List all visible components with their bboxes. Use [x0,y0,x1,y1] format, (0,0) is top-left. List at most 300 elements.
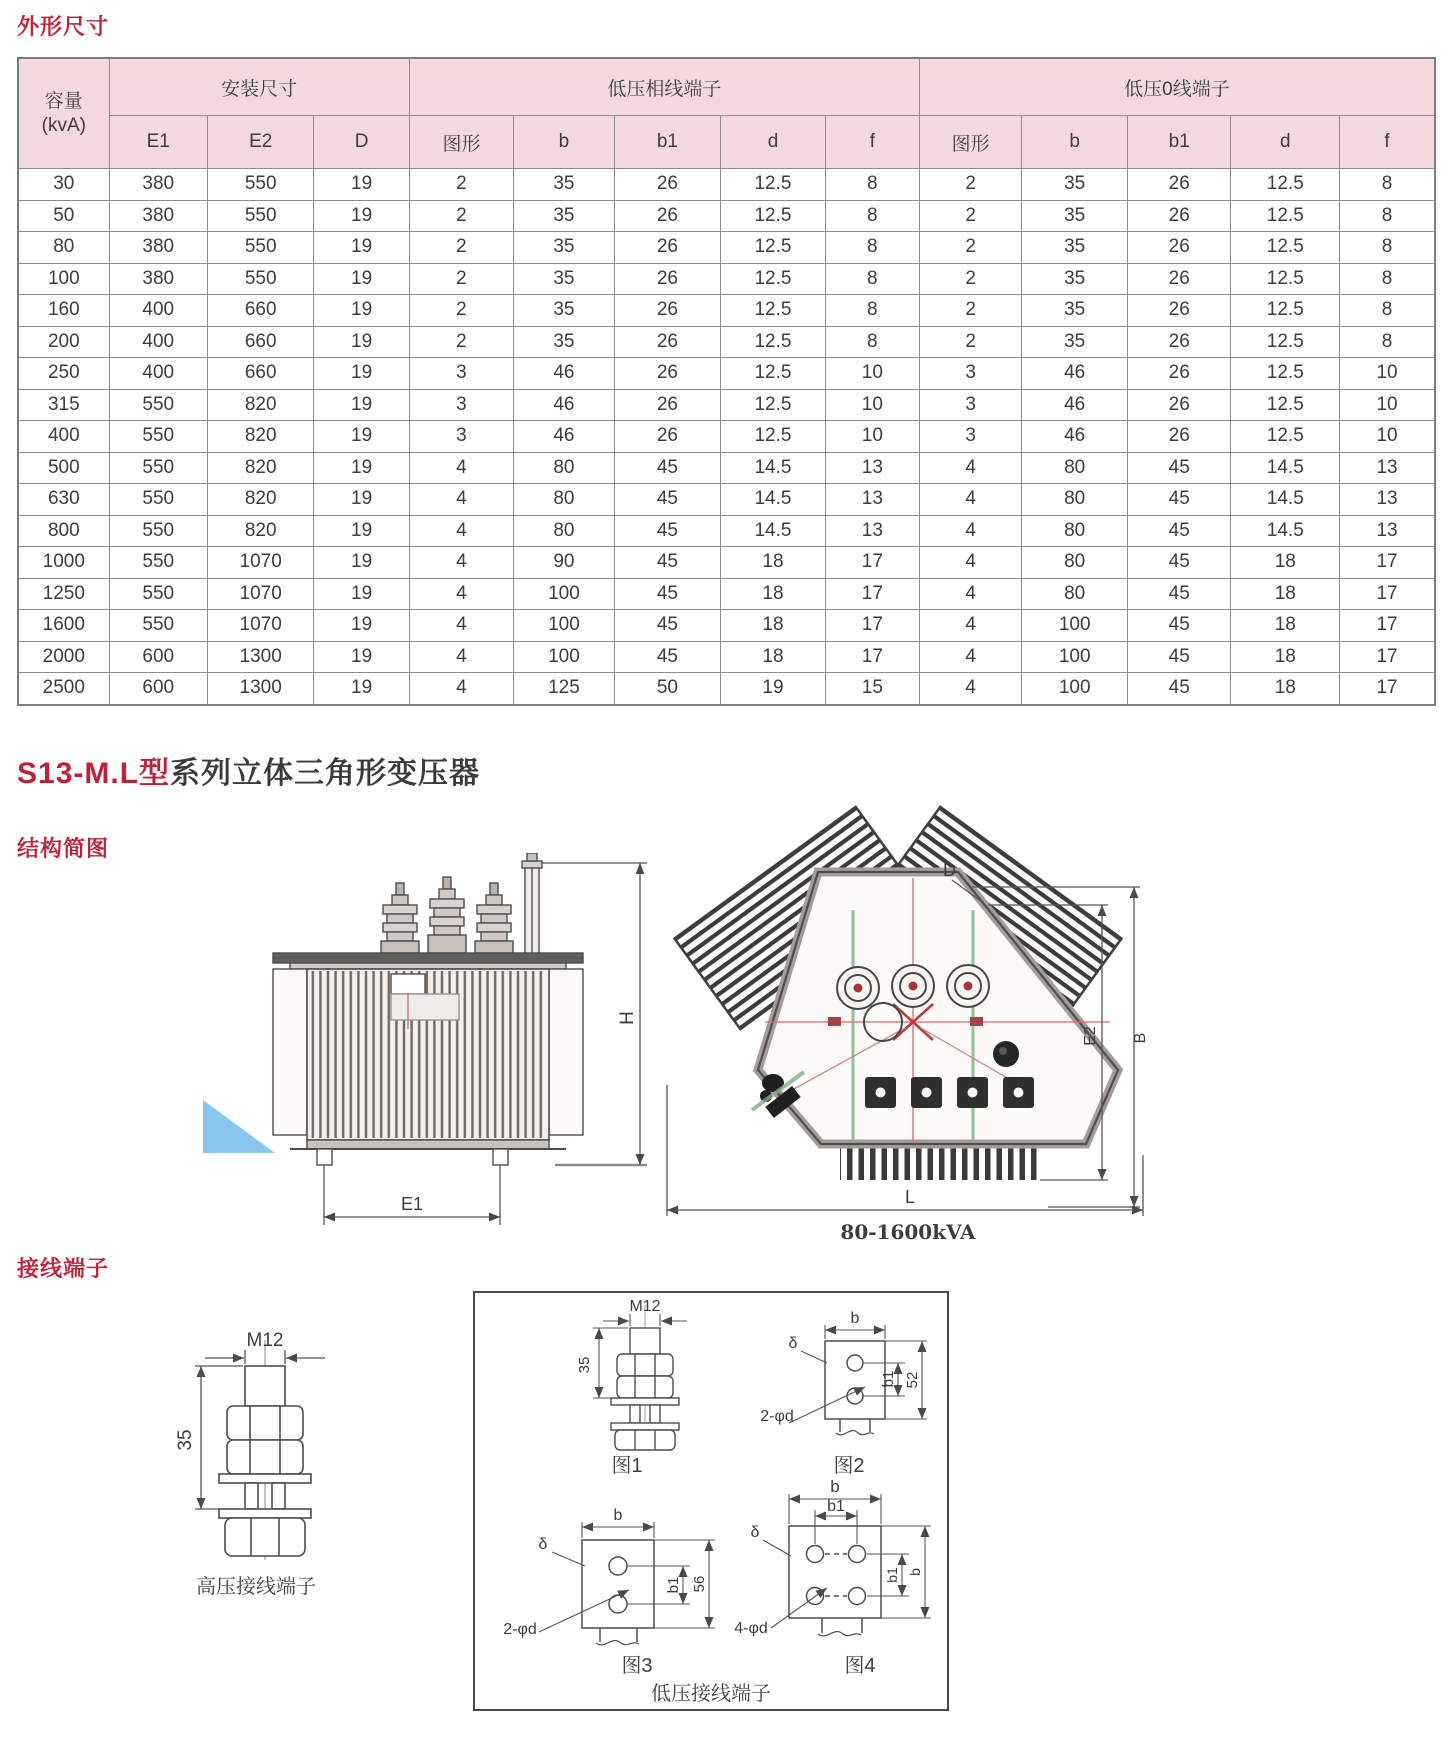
header-capacity: 容量 (kvA) [18,58,109,169]
dim-cell: 19 [314,484,409,516]
dim-cell: 2 [409,169,514,201]
fig4-b-right-label: b [907,1568,923,1576]
fig1-bolt-drawing [575,1299,715,1451]
dim-cell: 14.5 [1231,484,1340,516]
dim-cell: 380 [109,263,207,295]
section-title-outline-dimensions: 外形尺寸 [17,14,110,39]
dim-cell: 8 [825,200,919,232]
dim-cell: 2 [919,200,1021,232]
series-heading [17,748,480,792]
dim-cell: 8 [825,232,919,264]
dim-cell: 8 [825,326,919,358]
dim-cell: 1300 [207,673,314,705]
dim-cell: 12.5 [1231,169,1340,201]
dim-cell: 17 [1340,673,1435,705]
dim-cell: 12.5 [721,295,826,327]
dim-cell: 26 [614,169,721,201]
dim-cell: 19 [314,295,409,327]
l-dim-label: L [904,1187,916,1207]
dim-cell: 14.5 [1231,515,1340,547]
dim-cell: 660 [207,358,314,390]
dim-cell: 2 [409,263,514,295]
dim-cell: 35 [1022,295,1128,327]
dim-cell: 45 [614,578,721,610]
dim-cell: 50 [614,673,721,705]
dim-cell: 26 [614,326,721,358]
dim-cell: 12.5 [721,200,826,232]
fig2-b-label: b [850,1311,860,1327]
dim-cell: 660 [207,326,314,358]
dim-cell: 45 [1127,610,1231,642]
dim-cell: 10 [825,421,919,453]
dim-cell: 2 [409,200,514,232]
dim-cell: 45 [1127,452,1231,484]
dim-cell: 4 [919,515,1021,547]
dim-cell: 8 [825,263,919,295]
dim-cell: 820 [207,389,314,421]
table-row [18,610,1435,642]
dim-cell: 35 [514,326,614,358]
fig2-caption: 图2 [833,1455,865,1477]
capacity-cell: 2000 [18,641,109,673]
dim-cell: 35 [514,232,614,264]
dim-cell: 12.5 [1231,200,1340,232]
header-neutral-b1: b1 [1127,116,1231,169]
e1-dim-label: E1 [400,1194,424,1214]
dim-cell: 19 [314,421,409,453]
dim-cell: 45 [1127,547,1231,579]
dim-cell: 45 [1127,578,1231,610]
dim-cell: 550 [109,484,207,516]
dim-cell: 80 [1022,547,1128,579]
dim-cell: 17 [1340,610,1435,642]
header-group-install: 安装尺寸 [109,58,409,116]
header-group-lv-phase: 低压相线端子 [409,58,919,116]
dim-cell: 550 [207,200,314,232]
dim-cell: 12.5 [1231,263,1340,295]
fig2-52-label: 52 [904,1371,921,1389]
dim-cell: 8 [1340,263,1435,295]
table-row [18,547,1435,579]
dim-cell: 550 [109,515,207,547]
dim-cell: 3 [409,389,514,421]
fig3-b1-label: b1 [665,1576,682,1594]
nameplate [391,974,425,994]
dim-cell: 8 [1340,295,1435,327]
dim-cell: 18 [1231,578,1340,610]
table-row [18,452,1435,484]
dim-cell: 820 [207,484,314,516]
table-row [18,389,1435,421]
series-heading-model: S13-M.L型 [17,757,171,790]
header-e2: E2 [207,116,314,169]
h-dim-label: H [617,1011,638,1025]
dim-cell: 26 [614,200,721,232]
fig3-b-label: b [613,1508,623,1524]
fig3-2phid-label: 2-φd [503,1621,537,1638]
dim-cell: 4 [919,452,1021,484]
stud-length-label: 35 [175,1429,196,1451]
dim-cell: 35 [1022,200,1128,232]
dim-cell: 45 [614,641,721,673]
dim-cell: 80 [514,484,614,516]
dim-cell: 18 [721,547,826,579]
dim-cell: 26 [1127,389,1231,421]
dim-cell: 10 [825,358,919,390]
dim-cell: 380 [109,232,207,264]
foot [493,1149,508,1165]
dim-cell: 1070 [207,610,314,642]
fig1-m12-label: M12 [629,1299,661,1315]
dim-cell: 17 [1340,578,1435,610]
dim-cell: 35 [514,295,614,327]
header-phase-f: f [825,116,919,169]
dim-cell: 19 [314,169,409,201]
header-neutral-f: f [1340,116,1435,169]
dim-cell: 45 [1127,673,1231,705]
table-row [18,641,1435,673]
dim-cell: 4 [409,515,514,547]
lv-terminal-box [473,1291,949,1711]
dim-cell: 4 [409,578,514,610]
fig1-35-label: 35 [576,1356,593,1374]
dim-cell: 10 [1340,358,1435,390]
dim-cell: 100 [514,610,614,642]
dim-cell: 46 [514,421,614,453]
dim-cell: 26 [614,389,721,421]
e2-dim-label: E2 [1082,1026,1099,1046]
dim-cell: 380 [109,169,207,201]
dim-cell: 17 [1340,641,1435,673]
dim-cell: 46 [1022,358,1128,390]
dim-cell: 46 [514,358,614,390]
dim-cell: 400 [109,358,207,390]
dim-cell: 12.5 [1231,389,1340,421]
dim-cell: 17 [825,578,919,610]
dim-cell: 15 [825,673,919,705]
bushing-icon [428,877,466,953]
dim-cell: 19 [314,263,409,295]
dim-cell: 19 [314,200,409,232]
dim-cell: 4 [919,673,1021,705]
table-body [18,169,1435,705]
dim-cell: 26 [614,421,721,453]
dim-cell: 14.5 [721,484,826,516]
dim-cell: 100 [514,641,614,673]
dim-cell: 19 [314,673,409,705]
capacity-cell: 1600 [18,610,109,642]
dim-cell: 19 [314,515,409,547]
dim-cell: 19 [314,232,409,264]
dim-cell: 17 [1340,547,1435,579]
dim-cell: 13 [1340,452,1435,484]
dim-cell: 820 [207,515,314,547]
fig2-plate-drawing [755,1311,940,1447]
table-row [18,200,1435,232]
dim-cell: 100 [1022,610,1128,642]
fig2-delta-label: δ [788,1335,798,1352]
header-phase-b1: b1 [614,116,721,169]
bushing-icon [475,883,513,953]
capacity-cell: 50 [18,200,109,232]
lv-terminal-caption: 低压接线端子 [651,1683,771,1705]
section-title-structure: 结构简图 [17,836,110,861]
header-phase-d: d [721,116,826,169]
dim-cell: 46 [1022,421,1128,453]
fig3-plate-drawing [487,1508,737,1653]
header-phase-b: b [514,116,614,169]
dim-cell: 820 [207,421,314,453]
dim-cell: 380 [109,200,207,232]
dim-cell: 600 [109,641,207,673]
dim-cell: 2 [409,295,514,327]
dim-cell: 26 [1127,326,1231,358]
dim-cell: 14.5 [721,515,826,547]
header-neutral-d: d [1231,116,1340,169]
dim-cell: 26 [614,295,721,327]
capacity-cell: 30 [18,169,109,201]
dim-cell: 18 [721,641,826,673]
dim-cell: 550 [109,421,207,453]
dim-cell: 1070 [207,547,314,579]
capacity-cell: 315 [18,389,109,421]
dim-cell: 26 [614,358,721,390]
capacity-cell: 250 [18,358,109,390]
header-group-lv-neutral: 低压0线端子 [919,58,1435,116]
dim-cell: 12.5 [721,358,826,390]
dim-cell: 19 [314,610,409,642]
dim-cell: 2 [919,263,1021,295]
dim-cell: 10 [1340,421,1435,453]
fig4-plate-drawing [727,1478,942,1653]
dim-cell: 17 [825,610,919,642]
fig4-b-label: b [830,1478,840,1496]
dim-cell: 19 [721,673,826,705]
capacity-cell: 500 [18,452,109,484]
fig3-56-label: 56 [691,1575,708,1593]
dim-cell: 4 [919,547,1021,579]
dim-cell: 12.5 [721,421,826,453]
dim-cell: 13 [825,484,919,516]
dim-cell: 45 [614,515,721,547]
dim-cell: 4 [919,641,1021,673]
transformer-top-view-drawing [640,760,1155,1245]
table-row [18,263,1435,295]
dim-cell: 820 [207,452,314,484]
capacity-cell: 200 [18,326,109,358]
oil-plug [993,1041,1019,1067]
bottom-fins [840,1144,1042,1180]
dim-cell: 18 [721,578,826,610]
dim-cell: 550 [109,610,207,642]
dim-cell: 45 [614,452,721,484]
dim-cell: 26 [1127,358,1231,390]
dim-cell: 8 [1340,326,1435,358]
dim-cell: 3 [409,358,514,390]
fig2-2phid-label: 2-φd [760,1408,794,1425]
header-d: D [314,116,409,169]
dim-cell: 35 [514,263,614,295]
dim-cell: 2 [409,326,514,358]
dim-cell: 45 [614,484,721,516]
dim-cell: 550 [109,389,207,421]
m12-label: M12 [246,1332,284,1351]
dim-cell: 8 [1340,169,1435,201]
fig2-b1-label: b1 [880,1370,897,1388]
section-title-terminals: 接线端子 [17,1256,110,1281]
table-row [18,515,1435,547]
dim-cell: 100 [1022,673,1128,705]
dim-cell: 80 [1022,515,1128,547]
dim-cell: 18 [1231,610,1340,642]
dim-cell: 400 [109,295,207,327]
dim-cell: 35 [514,169,614,201]
dim-cell: 550 [207,232,314,264]
dim-cell: 45 [614,547,721,579]
fig4-caption: 图4 [844,1655,876,1677]
capacity-cell: 2500 [18,673,109,705]
dim-cell: 26 [1127,232,1231,264]
dim-cell: 10 [1340,389,1435,421]
foot [317,1149,332,1165]
dim-cell: 45 [1127,641,1231,673]
table-header [18,58,1435,169]
dim-cell: 100 [514,578,614,610]
dim-cell: 46 [1022,389,1128,421]
dim-cell: 12.5 [1231,421,1340,453]
dim-cell: 19 [314,389,409,421]
dim-cell: 80 [1022,452,1128,484]
hv-terminal-drawing [145,1332,385,1562]
dim-cell: 125 [514,673,614,705]
dim-cell: 4 [919,610,1021,642]
dim-cell: 4 [409,673,514,705]
dim-cell: 13 [825,515,919,547]
dim-cell: 35 [514,200,614,232]
dim-cell: 4 [409,641,514,673]
dim-cell: 100 [1022,641,1128,673]
table-row [18,326,1435,358]
d-dim-label: D [943,860,956,880]
dim-cell: 8 [825,295,919,327]
fig3-delta-label: δ [538,1536,548,1553]
capacity-cell: 100 [18,263,109,295]
dim-cell: 45 [614,610,721,642]
dim-cell: 4 [409,547,514,579]
dim-cell: 19 [314,578,409,610]
fig4-delta-label: δ [750,1524,760,1541]
fig4-4phid-label: 4-φd [734,1620,768,1637]
dim-cell: 8 [825,169,919,201]
dim-cell: 18 [1231,547,1340,579]
fig4-b1-top-label: b1 [827,1498,845,1515]
dim-cell: 90 [514,547,614,579]
dim-cell: 18 [721,610,826,642]
dim-cell: 4 [409,452,514,484]
dim-cell: 80 [514,515,614,547]
capacity-cell: 80 [18,232,109,264]
header-e1: E1 [109,116,207,169]
dim-cell: 550 [109,452,207,484]
dim-cell: 14.5 [1231,452,1340,484]
dim-cell: 3 [919,358,1021,390]
dim-cell: 2 [919,169,1021,201]
dim-cell: 35 [1022,326,1128,358]
dim-cell: 35 [1022,232,1128,264]
dim-cell: 13 [1340,515,1435,547]
fig3-caption: 图3 [621,1655,653,1677]
dim-cell: 17 [825,641,919,673]
dim-cell: 80 [1022,578,1128,610]
dim-cell: 19 [314,326,409,358]
dim-cell: 26 [614,232,721,264]
fig4-b1-right-label: b1 [884,1567,900,1583]
dim-cell: 18 [1231,673,1340,705]
tank-lid [273,953,583,963]
dim-cell: 12.5 [1231,326,1340,358]
dim-cell: 10 [825,389,919,421]
dim-cell: 18 [1231,641,1340,673]
dim-cell: 13 [825,452,919,484]
capacity-cell: 630 [18,484,109,516]
dim-cell: 1300 [207,641,314,673]
dim-cell: 35 [1022,263,1128,295]
dim-cell: 26 [1127,421,1231,453]
dim-cell: 12.5 [721,263,826,295]
hv-terminal-caption: 高压接线端子 [196,1576,316,1598]
dim-cell: 2 [919,295,1021,327]
dim-cell: 8 [1340,232,1435,264]
capacity-cell: 160 [18,295,109,327]
dim-cell: 80 [1022,484,1128,516]
dim-cell: 3 [919,389,1021,421]
dim-cell: 400 [109,326,207,358]
header-phase-figure: 图形 [409,116,514,169]
dim-cell: 550 [109,578,207,610]
dim-cell: 12.5 [1231,232,1340,264]
dim-cell: 12.5 [721,326,826,358]
dim-cell: 46 [514,389,614,421]
table-row [18,295,1435,327]
b-dim-label: B [1132,1032,1149,1044]
dim-cell: 12.5 [721,169,826,201]
dim-cell: 600 [109,673,207,705]
dim-cell: 2 [409,232,514,264]
dim-cell: 19 [314,641,409,673]
dim-cell: 26 [1127,263,1231,295]
dim-cell: 550 [109,547,207,579]
dim-cell: 35 [1022,169,1128,201]
table-row [18,578,1435,610]
table-row [18,484,1435,516]
capacity-cell: 800 [18,515,109,547]
transformer-front-view-drawing [195,853,665,1240]
blue-triangle-watermark [203,1100,275,1153]
dim-cell: 4 [409,610,514,642]
dim-cell: 1070 [207,578,314,610]
capacity-cell: 1000 [18,547,109,579]
bushing-icon [381,883,419,953]
dim-cell: 26 [1127,200,1231,232]
dim-cell: 550 [207,263,314,295]
kva-range-label: 80-1600kVA [840,1220,976,1244]
dim-cell: 12.5 [1231,295,1340,327]
dim-cell: 2 [919,232,1021,264]
dim-cell: 19 [314,452,409,484]
dim-cell: 4 [919,484,1021,516]
dimension-table [17,57,1436,706]
dim-cell: 80 [514,452,614,484]
